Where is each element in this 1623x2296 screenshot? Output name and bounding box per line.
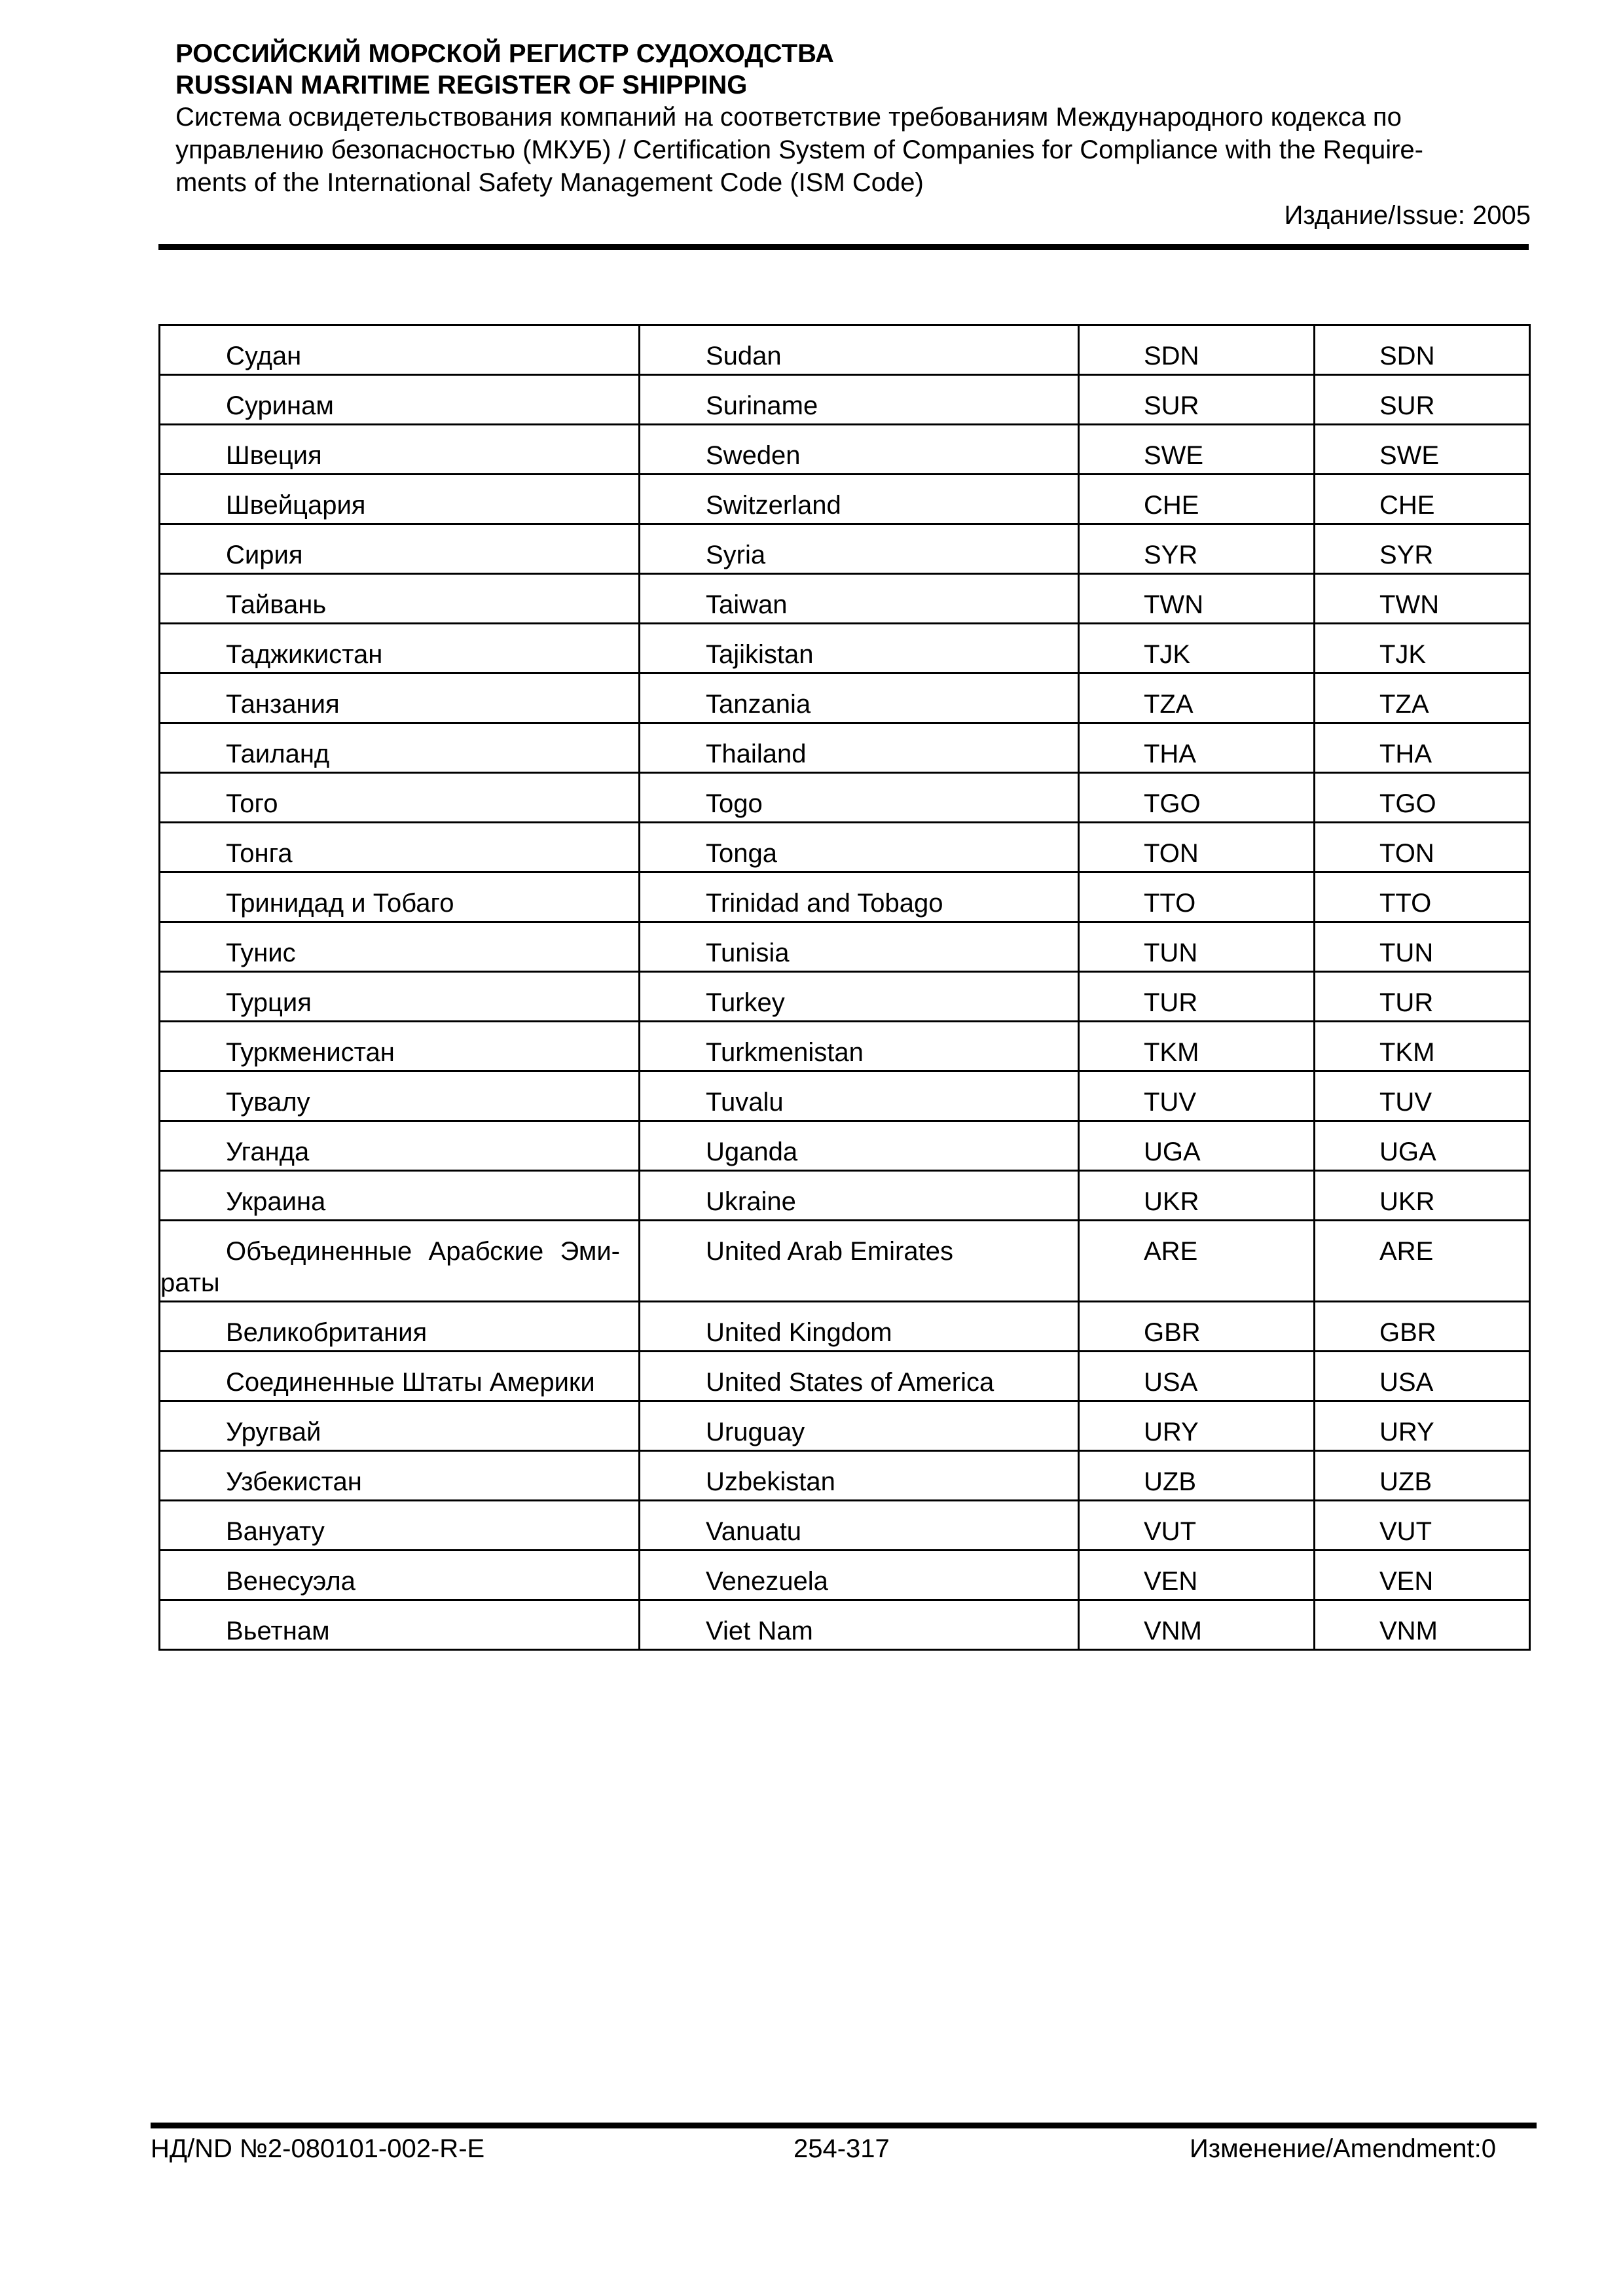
table-row [160, 524, 1530, 574]
table-row [160, 1071, 1530, 1121]
table-row [160, 574, 1530, 624]
table-row [160, 773, 1530, 823]
country-name-en: Tonga [640, 823, 1079, 872]
country-name-en: Switzerland [640, 475, 1079, 524]
country-name-ru: Тунис [160, 922, 640, 972]
system-title-line-3: ments of the International Safety Management Code (ISM Code) [175, 168, 924, 197]
table-row [160, 823, 1530, 872]
country-name-ru [160, 1221, 640, 1302]
country-name-en: Togo [640, 773, 1079, 823]
country-code-2: TGO [1315, 773, 1530, 823]
country-name-en: Uruguay [640, 1401, 1079, 1451]
table-row [160, 972, 1530, 1022]
country-name-en: Uganda [640, 1121, 1079, 1171]
page-number: 254-317 [793, 2134, 890, 2163]
country-code-2: TJK [1315, 624, 1530, 673]
country-code-2: USA [1315, 1352, 1530, 1401]
country-code-1: SDN [1079, 325, 1315, 375]
country-name-ru: Сирия [160, 524, 640, 574]
country-name-ru: Тайвань [160, 574, 640, 624]
document-number: НД/ND №2-080101-002-R-E [151, 2134, 485, 2163]
country-name-en: United States of America [640, 1352, 1079, 1401]
table-row [160, 375, 1530, 425]
country-code-1: UZB [1079, 1451, 1315, 1501]
country-code-1: SWE [1079, 425, 1315, 475]
country-code-2: TZA [1315, 673, 1530, 723]
table-row [160, 1352, 1530, 1401]
country-code-1: CHE [1079, 475, 1315, 524]
system-title-line-2: управлению безопасностью (МКУБ) / Certification System of Companies for Compliance with the Require- [175, 135, 1423, 164]
country-code-1: UKR [1079, 1171, 1315, 1221]
table-row [160, 1022, 1530, 1071]
org-name-en: RUSSIAN MARITIME REGISTER OF SHIPPING [175, 71, 748, 99]
header-divider [158, 244, 1529, 250]
country-name-ru: Соединенные Штаты Америки [160, 1352, 640, 1401]
country-code-2: SYR [1315, 524, 1530, 574]
country-code-2: CHE [1315, 475, 1530, 524]
system-title-line-1: Система освидетельствования компаний на соответствие требованиям Международного кодекса по [175, 103, 1402, 132]
country-code-1: SUR [1079, 375, 1315, 425]
table-row [160, 475, 1530, 524]
country-code-2: SUR [1315, 375, 1530, 425]
country-name-en: Taiwan [640, 574, 1079, 624]
country-code-1: SYR [1079, 524, 1315, 574]
country-code-1: USA [1079, 1352, 1315, 1401]
country-name-en: Syria [640, 524, 1079, 574]
country-code-1: TKM [1079, 1022, 1315, 1071]
country-name-en: Tunisia [640, 922, 1079, 972]
country-name-ru: Того [160, 773, 640, 823]
country-name-ru: Суринам [160, 375, 640, 425]
country-name-ru: Таиланд [160, 723, 640, 773]
country-name-en: Suriname [640, 375, 1079, 425]
country-code-2: TTO [1315, 872, 1530, 922]
country-code-1: UGA [1079, 1121, 1315, 1171]
table-row [160, 872, 1530, 922]
country-code-2: UGA [1315, 1121, 1530, 1171]
table-row [160, 1551, 1530, 1600]
country-code-2: GBR [1315, 1302, 1530, 1352]
country-codes-table [158, 324, 1531, 1651]
country-code-1: TUV [1079, 1071, 1315, 1121]
country-code-2: UKR [1315, 1171, 1530, 1221]
country-code-2: TON [1315, 823, 1530, 872]
table-row [160, 1171, 1530, 1221]
country-name-ru: Уганда [160, 1121, 640, 1171]
country-name-en: Ukraine [640, 1171, 1079, 1221]
country-code-2: VNM [1315, 1600, 1530, 1650]
country-code-1: TUN [1079, 922, 1315, 972]
table-row [160, 1121, 1530, 1171]
country-code-2: SWE [1315, 425, 1530, 475]
table-row [160, 1451, 1530, 1501]
table-row [160, 723, 1530, 773]
country-code-1: VEN [1079, 1551, 1315, 1600]
page-header [175, 38, 1531, 232]
country-code-2: URY [1315, 1401, 1530, 1451]
country-name-ru: Танзания [160, 673, 640, 723]
country-name-ru: Тувалу [160, 1071, 640, 1121]
country-name-ru: Тринидад и Тобаго [160, 872, 640, 922]
country-code-1: ARE [1079, 1221, 1315, 1302]
country-name-en: Thailand [640, 723, 1079, 773]
country-name-ru: Туркменистан [160, 1022, 640, 1071]
country-name-ru-line-1: Объединенные Арабские Эми- [226, 1237, 620, 1266]
country-code-1: TWN [1079, 574, 1315, 624]
country-code-1: TON [1079, 823, 1315, 872]
country-name-en: Trinidad and Tobago [640, 872, 1079, 922]
country-name-en: Sudan [640, 325, 1079, 375]
country-name-ru: Великобритания [160, 1302, 640, 1352]
table-row [160, 1600, 1530, 1650]
country-name-ru: Турция [160, 972, 640, 1022]
country-name-ru: Судан [160, 325, 640, 375]
country-name-en: Viet Nam [640, 1600, 1079, 1650]
country-name-ru: Вануату [160, 1501, 640, 1551]
country-code-2: TKM [1315, 1022, 1530, 1071]
country-name-ru: Швейцария [160, 475, 640, 524]
country-name-en: Sweden [640, 425, 1079, 475]
org-name-ru: РОССИЙСКИЙ МОРСКОЙ РЕГИСТР СУДОХОДСТВА [175, 39, 834, 68]
country-code-2: UZB [1315, 1451, 1530, 1501]
page-footer [151, 2132, 1537, 2171]
country-name-en: United Arab Emirates [640, 1221, 1079, 1302]
country-name-en: Uzbekistan [640, 1451, 1079, 1501]
country-code-2: THA [1315, 723, 1530, 773]
issue-label: Издание/Issue: 2005 [1284, 201, 1531, 230]
country-name-ru: Тонга [160, 823, 640, 872]
country-code-2: TUR [1315, 972, 1530, 1022]
country-code-1: TTO [1079, 872, 1315, 922]
country-name-en: Venezuela [640, 1551, 1079, 1600]
table-row [160, 673, 1530, 723]
table-row [160, 922, 1530, 972]
country-name-en: Tajikistan [640, 624, 1079, 673]
country-name-ru: Таджикистан [160, 624, 640, 673]
country-name-ru-line-2: раты [160, 1268, 220, 1297]
country-name-en: Turkmenistan [640, 1022, 1079, 1071]
table-row [160, 1221, 1530, 1302]
country-name-en: Tanzania [640, 673, 1079, 723]
table-row [160, 1401, 1530, 1451]
country-code-1: TGO [1079, 773, 1315, 823]
country-code-2: TUN [1315, 922, 1530, 972]
country-code-2: ARE [1315, 1221, 1530, 1302]
country-code-2: TWN [1315, 574, 1530, 624]
country-code-1: THA [1079, 723, 1315, 773]
table-row [160, 325, 1530, 375]
country-name-ru: Венесуэла [160, 1551, 640, 1600]
table-row [160, 1501, 1530, 1551]
table-row [160, 1302, 1530, 1352]
country-name-en: Turkey [640, 972, 1079, 1022]
country-code-2: TUV [1315, 1071, 1530, 1121]
country-name-en: United Kingdom [640, 1302, 1079, 1352]
country-name-ru: Украина [160, 1171, 640, 1221]
country-name-ru: Вьетнам [160, 1600, 640, 1650]
country-code-1: TUR [1079, 972, 1315, 1022]
country-name-ru: Уругвай [160, 1401, 640, 1451]
country-name-en: Vanuatu [640, 1501, 1079, 1551]
country-code-1: URY [1079, 1401, 1315, 1451]
country-code-1: GBR [1079, 1302, 1315, 1352]
country-code-1: VUT [1079, 1501, 1315, 1551]
footer-divider [151, 2123, 1537, 2128]
country-code-2: VEN [1315, 1551, 1530, 1600]
country-name-ru: Узбекистан [160, 1451, 640, 1501]
country-code-1: TJK [1079, 624, 1315, 673]
country-name-en: Tuvalu [640, 1071, 1079, 1121]
amendment-label: Изменение/Amendment:0 [1190, 2134, 1496, 2163]
country-code-2: VUT [1315, 1501, 1530, 1551]
country-code-2: SDN [1315, 325, 1530, 375]
table-row [160, 425, 1530, 475]
country-name-ru: Швеция [160, 425, 640, 475]
country-codes-table-body [160, 325, 1530, 1650]
country-code-1: VNM [1079, 1600, 1315, 1650]
table-row [160, 624, 1530, 673]
country-code-1: TZA [1079, 673, 1315, 723]
